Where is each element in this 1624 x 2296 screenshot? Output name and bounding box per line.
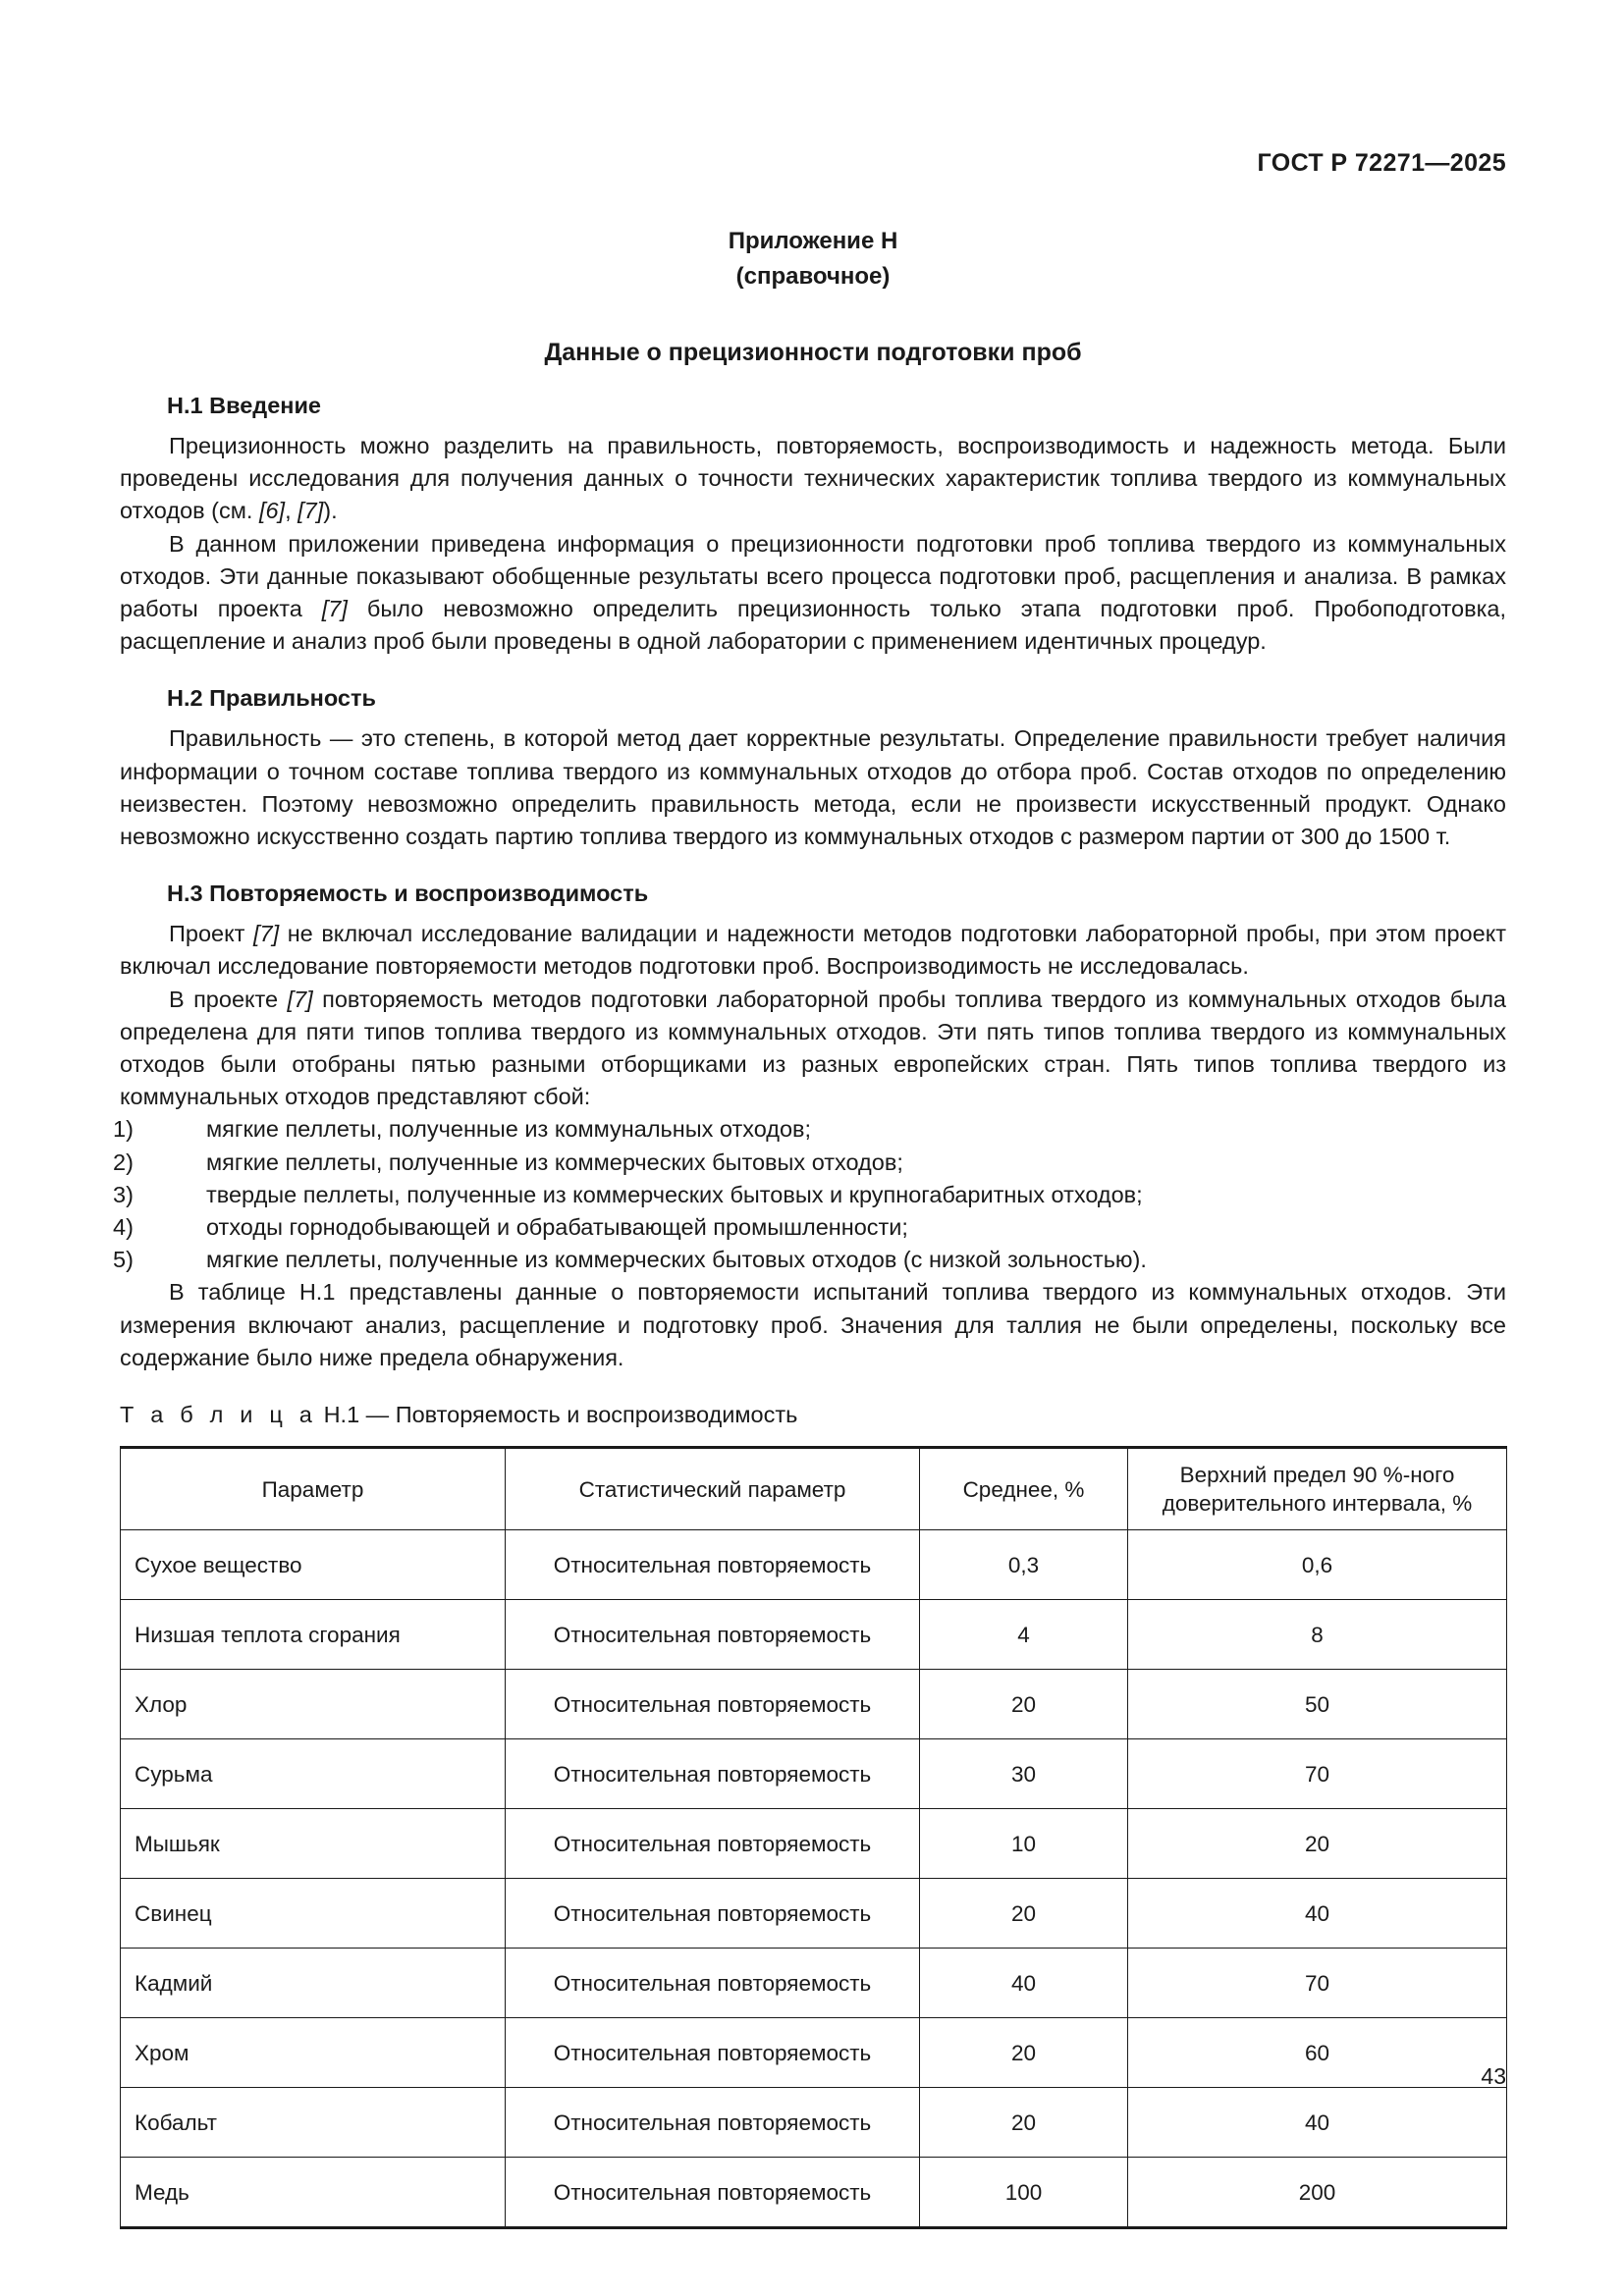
cell-mean: 10 [920,1809,1128,1879]
annex-kind: (справочное) [735,263,891,290]
page-number: 43 [1481,2063,1506,2089]
cell-mean: 40 [920,1949,1128,2018]
column-header-parameter: Параметр [121,1448,506,1530]
cell-upper: 0,6 [1128,1530,1507,1600]
table-row [121,1530,1507,1600]
column-header-upper-limit: Верхний предел 90 %-ного доверительного интервала, % [1128,1448,1507,1530]
list-item-label: твердые пеллеты, полученные из коммерческих бытовых и крупногабаритных отходов; [206,1181,1143,1207]
cell-upper: 50 [1128,1670,1507,1739]
table-block [120,1400,1506,2229]
list-item-number: 1) [113,1116,134,1143]
table-body [121,1530,1507,2228]
cell-parameter: Хлор [121,1670,506,1739]
column-header-mean: Среднее, % [920,1448,1128,1530]
cell-statistic: Относительная повторяемость [506,2088,920,2158]
cell-statistic: Относительная повторяемость [506,1670,920,1739]
table-row [121,2158,1507,2228]
cell-parameter: Хром [121,2018,506,2088]
list-item [113,1244,1506,1276]
paragraph-h3-2: В проекте [7] повторяемость методов подготовки лабораторной пробы топлива твердого из коммунальных отходов была определена для пяти типов топлива твердого из коммунальных отходов. Эти пять типов топлива твердого из коммунальных отходов были отобраны пятью разными отборщиками из разных европейских стран. Пять типов топлива твердого из коммунальных отходов представляют сбой: [120,986,1507,1110]
list-item [113,1211,1506,1244]
repeatability-table [120,1446,1507,2229]
cell-statistic: Относительная повторяемость [506,1879,920,1949]
cell-upper: 40 [1128,2088,1507,2158]
list-item [113,1147,1506,1179]
section-heading-h1: H.1 Введение [167,393,321,418]
cell-upper: 70 [1128,1949,1507,2018]
list-item-label: отходы горнодобывающей и обрабатывающей промышленности; [206,1214,908,1241]
table-caption-dash: — [365,1402,390,1427]
table-header-row [121,1448,1507,1530]
cell-statistic: Относительная повторяемость [506,1530,920,1600]
paragraph-h1-2: В данном приложении приведена информация о прецизионности подготовки проб топлива твердого из коммунальных отходов. Эти данные показывают обобщенные результаты всего процесса подготовки проб, расщепления и анализа. В рамках работы проекта [7] было невозможно определить прецизионность только этапа подготовки проб. Пробоподготовка, расщепление и анализ проб были проведены в одной лаборатории с применением идентичных процедур. [120,530,1506,655]
list-item-label: мягкие пеллеты, полученные из коммерческих бытовых отходов; [206,1148,903,1175]
table-caption-title: Повторяемость и воспроизводимость [395,1402,798,1427]
table-row [121,1739,1507,1809]
cell-parameter: Сухое вещество [121,1530,506,1600]
list-item-number: 3) [113,1181,134,1207]
cell-statistic: Относительная повторяемость [506,1739,920,1809]
cell-parameter: Свинец [121,1879,506,1949]
list-item-number: 5) [113,1247,134,1273]
ref-7: [7] [321,596,348,622]
cell-statistic: Относительная повторяемость [506,1809,920,1879]
list-item [113,1179,1506,1211]
section-heading-h2: H.2 Правильность [167,685,376,712]
cell-upper: 70 [1128,1739,1507,1809]
body-text [113,391,1507,1374]
annex-label: Приложение Н [728,228,898,254]
paragraph-h3-3: В таблице Н.1 представлены данные о повторяемости испытаний топлива твердого из коммунальных отходов. Эти измерения включают анализ, расщепление и подготовку проб. Значения для таллия не были определены, поскольку все содержание было ниже предела обнаружения. [120,1279,1506,1370]
section-heading-h3: H.3 Повторяемость и воспроизводимость [167,881,649,907]
table-caption-number: Н.1 [323,1402,360,1427]
list-item-number: 2) [113,1148,134,1175]
cell-mean: 0,3 [920,1530,1128,1600]
list-item [113,1113,1506,1146]
paragraph-h2-1: Правильность — это степень, в которой метод дает корректные результаты. Определение правильности требует наличия информации о точном составе топлива твердого из коммунальных отходов до отбора проб. Состав отходов по определению неизвестен. Поэтому невозможно определить правильность метода, если не произвести искусственный продукт. Однако невозможно искусственно создать партию топлива твердого из коммунальных отходов с размером партии от 300 до 1500 т. [120,725,1506,850]
cell-upper: 60 [1128,2018,1507,2088]
cell-statistic: Относительная повторяемость [506,2158,920,2228]
cell-upper: 20 [1128,1809,1507,1879]
list-item-number: 4) [113,1214,134,1241]
table-row [121,1949,1507,2018]
cell-parameter: Кадмий [121,1949,506,2018]
table-row [121,1809,1507,1879]
cell-statistic: Относительная повторяемость [506,1949,920,2018]
table-caption [120,1400,1506,1429]
table-caption-label: Т а б л и ц а [120,1402,318,1427]
table-row [121,1670,1507,1739]
cell-mean: 20 [920,1879,1128,1949]
paragraph-h3-1: Проект [7] не включал исследование валидации и надежности методов подготовки лабораторной пробы, при этом проект включал исследование повторяемости методов подготовки проб. Воспроизводимость не исследовалась. [120,921,1507,980]
cell-parameter: Кобальт [121,2088,506,2158]
cell-mean: 30 [920,1739,1128,1809]
sfs-types-list [113,1113,1506,1276]
cell-upper: 8 [1128,1600,1507,1670]
list-item-label: мягкие пеллеты, полученные из коммунальных отходов; [206,1116,812,1143]
annex-heading-block [120,224,1506,369]
ref-6: [6] [258,498,286,524]
cell-mean: 20 [920,2018,1128,2088]
table-row [121,2088,1507,2158]
annex-title: Данные о прецизионности подготовки проб [544,339,1082,366]
cell-statistic: Относительная повторяемость [506,1600,920,1670]
cell-parameter: Низшая теплота сгорания [121,1600,506,1670]
standard-designation-header: ГОСТ Р 72271—2025 [1257,149,1506,177]
cell-statistic: Относительная повторяемость [506,2018,920,2088]
table-head [121,1448,1507,1530]
table-row [121,1879,1507,1949]
cell-parameter: Мышьяк [121,1809,506,1879]
paragraph-h1-1: Прецизионность можно разделить на правильность, повторяемость, воспроизводимость и надежность метода. Были проведены исследования для получения данных о точности технических характеристик топлива твердого из коммунальных отходов (см. [6], [7]). [120,433,1506,524]
cell-mean: 4 [920,1600,1128,1670]
cell-mean: 20 [920,2088,1128,2158]
cell-parameter: Медь [121,2158,506,2228]
table-row [121,1600,1507,1670]
ref-7: [7] [287,986,313,1012]
cell-mean: 100 [920,2158,1128,2228]
cell-upper: 200 [1128,2158,1507,2228]
column-header-statistic: Статистический параметр [506,1448,920,1530]
ref-7: [7] [252,921,280,947]
cell-upper: 40 [1128,1879,1507,1949]
ref-7: [7] [298,498,324,524]
list-item-label: мягкие пеллеты, полученные из коммерческих бытовых отходов (с низкой зольностью). [206,1247,1147,1273]
cell-parameter: Сурьма [121,1739,506,1809]
cell-mean: 20 [920,1670,1128,1739]
table-row [121,2018,1507,2088]
